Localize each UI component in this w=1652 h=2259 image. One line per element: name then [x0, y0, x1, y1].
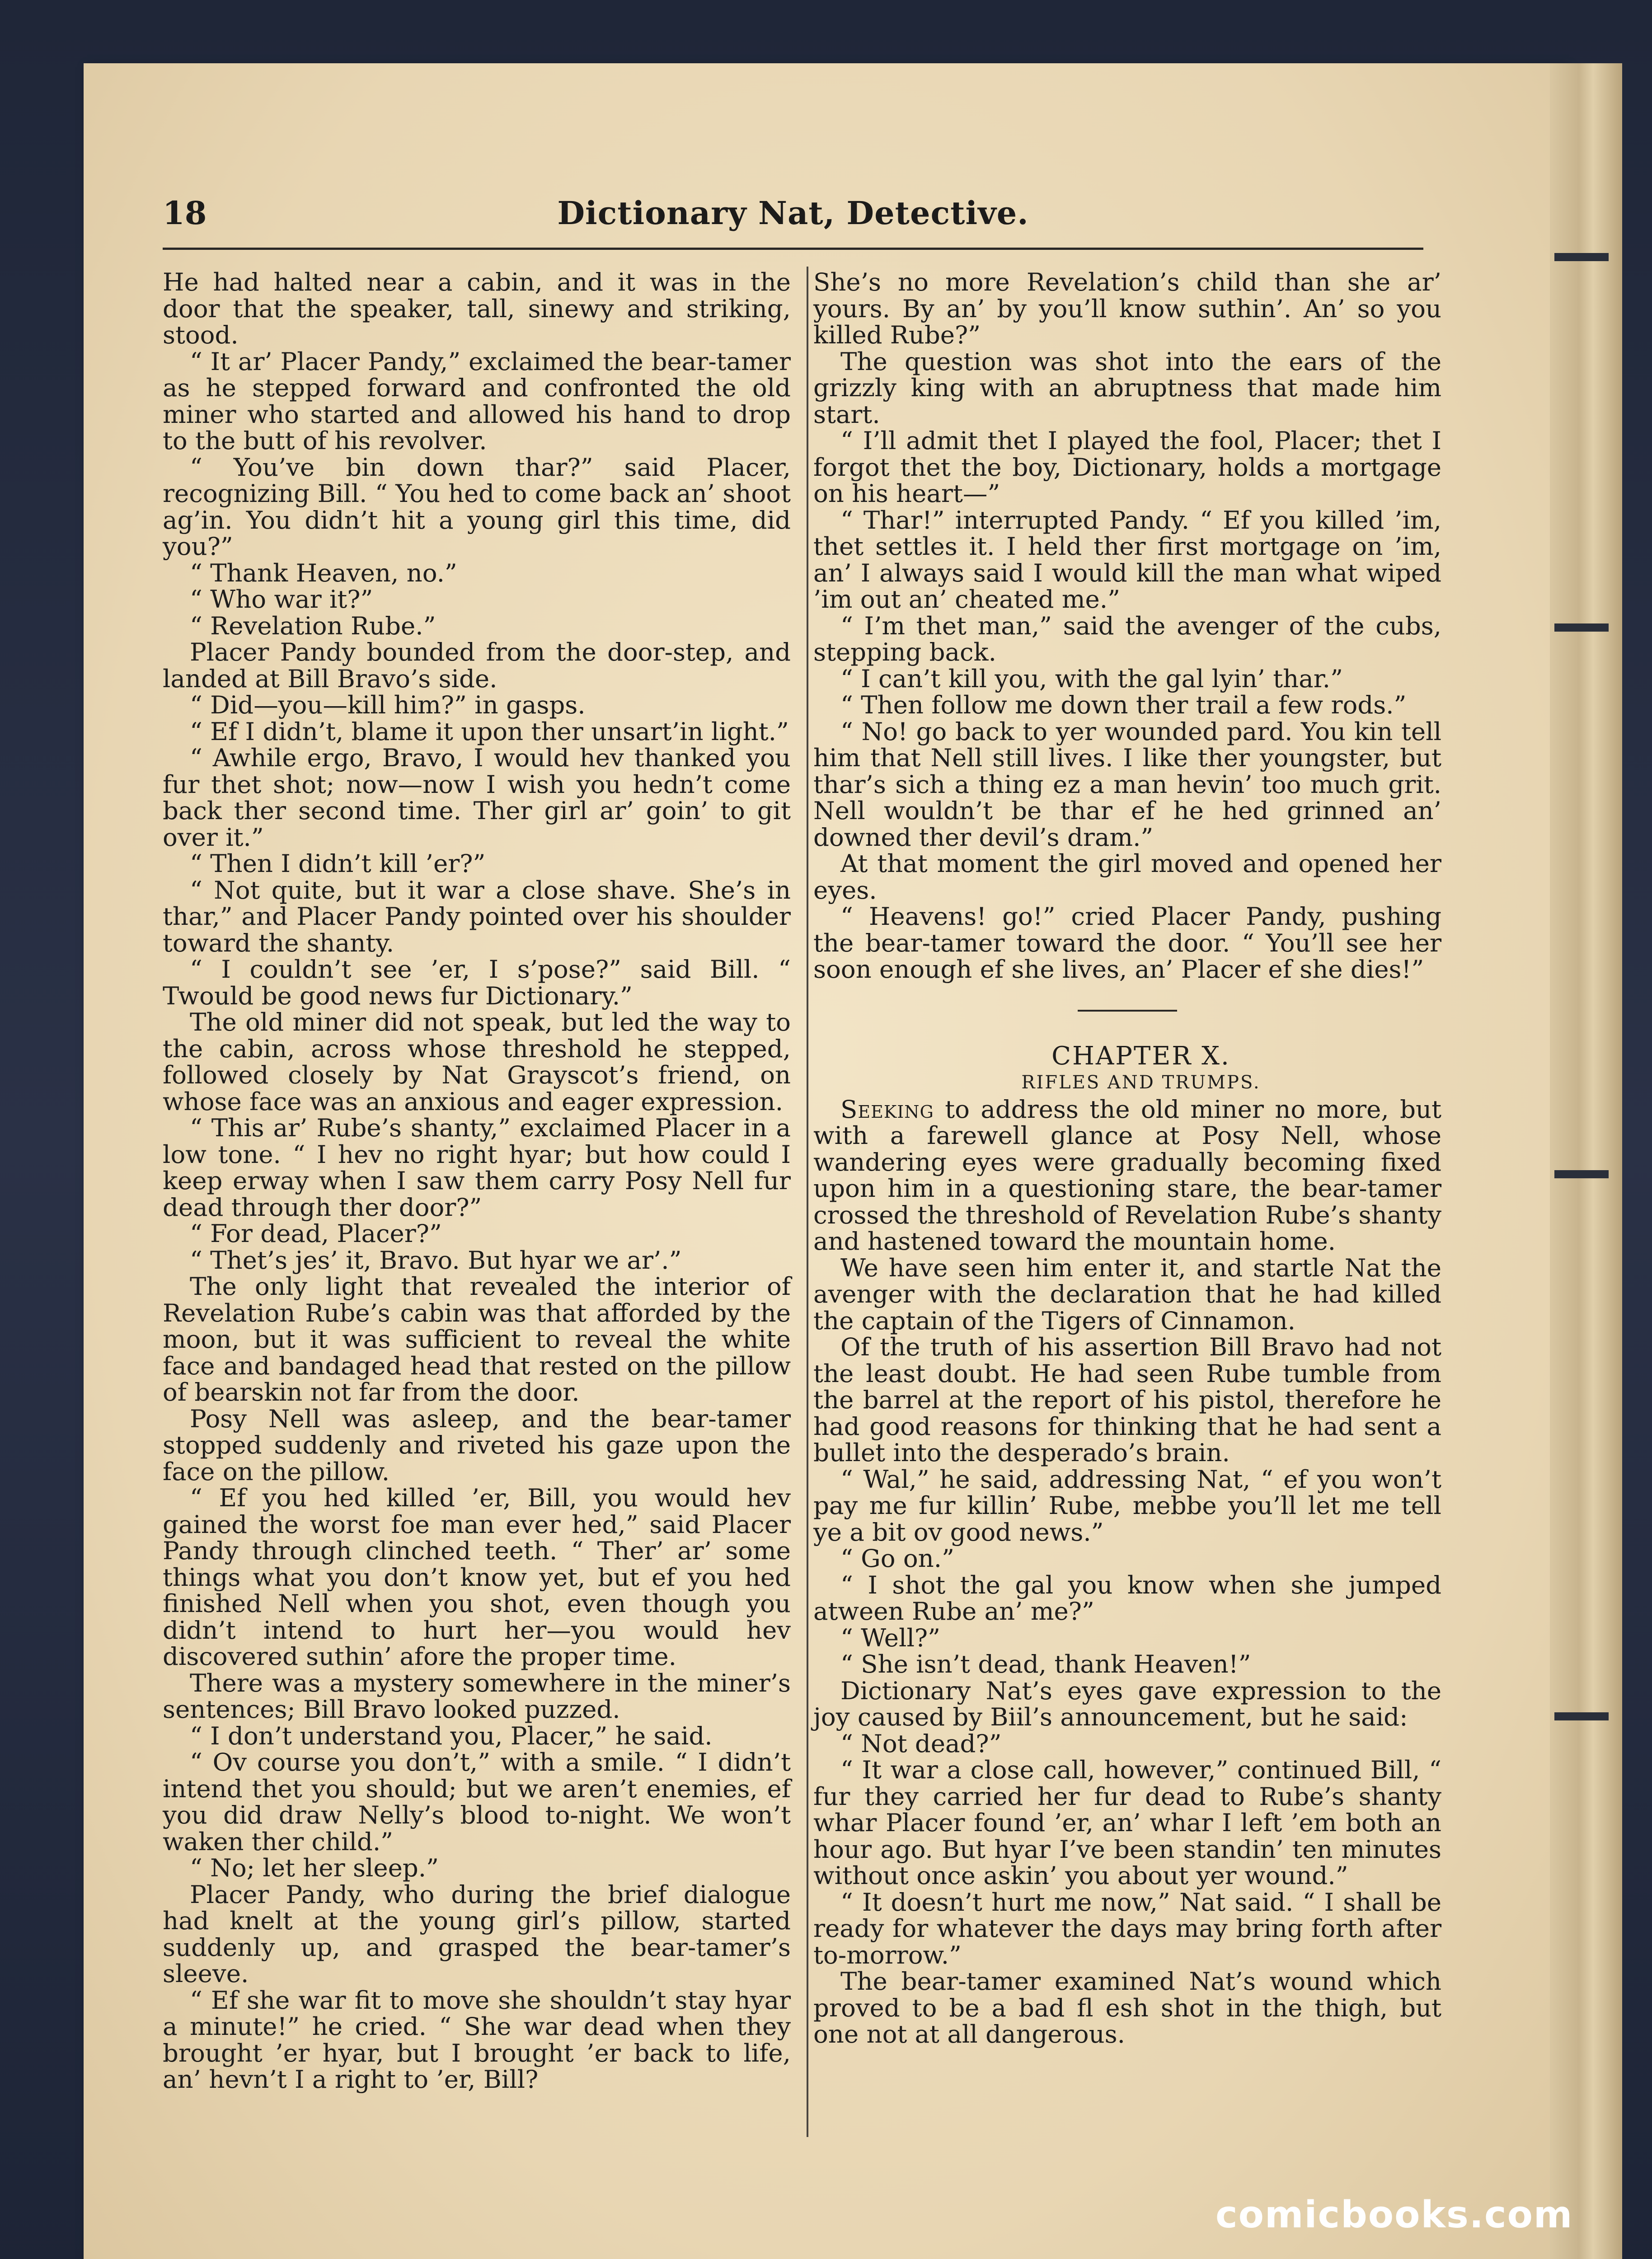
- binding-mark: [1554, 623, 1609, 632]
- header-rule: [163, 248, 1423, 250]
- paragraph: “ Go on.”: [840, 1544, 954, 1573]
- paragraph: Dictionary Nat’s eyes gave expression to the joy caused by Biil’s announcement, but he said:: [813, 1676, 1441, 1731]
- watermark: comicbooks.com: [1216, 2193, 1573, 2236]
- paragraph: She’s no more Revelation’s child than she ar’ yours. By an’ by you’ll know suthin’. An’ so you killed Rube?”: [813, 267, 1441, 349]
- chapter-first-word: Seeking: [840, 1094, 934, 1124]
- paragraph: “ No! go back to yer wounded pard. You kin tell him that Nell still lives. I like ther youngster, but thar’s sich a thing ez a man hevin’ too much grit. Nell wouldn’t be thar ef he hed grinned an’ downed ther devil’s dram.”: [813, 717, 1441, 852]
- paragraph: Placer Pandy bounded from the door-step, and landed at Bill Bravo’s side.: [163, 637, 791, 693]
- binding-mark: [1554, 1712, 1609, 1720]
- paragraph: “ Then I didn’t kill ’er?”: [190, 849, 486, 878]
- paragraph: “ No; let her sleep.”: [190, 1853, 439, 1882]
- column-divider: [807, 267, 808, 2137]
- paragraph: “ This ar’ Rube’s shanty,” exclaimed Placer in a low tone. “ I hev no right hyar; but how could I keep erway when I saw them carry Posy Nell fur dead through ther door?”: [163, 1113, 791, 1222]
- paragraph: “ Then follow me down ther trail a few rods.”: [840, 690, 1407, 719]
- paragraph: “ It war a close call, however,” continued Bill, “ fur they carried her fur dead to Rube’s shanty whar Placer found ’er, an’ whar I left ’em both an hour ago. But hyar I’ve been standin’ ten minutes without once askin’ you about yer wound.”: [813, 1755, 1441, 1890]
- right-column-bottom: [813, 1255, 1441, 2048]
- paragraph: “ I can’t kill you, with the gal lyin’ thar.”: [840, 664, 1343, 693]
- paragraph: We have seen him enter it, and startle Nat the avenger with the declaration that he had killed the captain of the Tigers of Cinnamon.: [813, 1253, 1441, 1335]
- paragraph: “ Thet’s jes’ it, Bravo. But hyar we ar’.”: [190, 1245, 682, 1275]
- paragraph: “ She isn’t dead, thank Heaven!”: [840, 1650, 1251, 1678]
- chapter-rule: [1078, 1010, 1177, 1012]
- page-header: [163, 194, 1423, 248]
- paragraph: “ It ar’ Placer Pandy,” exclaimed the bear-tamer as he stepped forward and confronted the old miner who started and allowed his hand to drop to the butt of his revolver.: [163, 347, 791, 455]
- right-column-top: [813, 269, 1441, 983]
- paragraph: “ Ef she war fit to move she shouldn’t stay hyar a minute!” he cried. “ She war dead when they brought ’er hyar, but I brought ’er back to life, an’ hevn’t I a right to ’er, Bill?: [163, 1985, 791, 2094]
- paragraph: “ I’m thet man,” said the avenger of the cubs, stepping back.: [813, 611, 1441, 666]
- binding-mark: [1554, 1170, 1609, 1178]
- page-number: 18: [163, 194, 207, 232]
- paragraph: “ It doesn’t hurt me now,” Nat said. “ I shall be ready for whatever the days may bring forth after to-morrow.”: [813, 1887, 1441, 1969]
- left-column: [163, 269, 791, 2093]
- paragraph: “ Thar!” interrupted Pandy. “ Ef you killed ’im, thet settles it. I held ther first mortgage on ’im, an’ I always said I would kill the man what wiped ’im out an’ cheated me.”: [813, 505, 1441, 614]
- paragraph: “ Well?”: [840, 1623, 940, 1652]
- paragraph: Of the truth of his assertion Bill Bravo had not the least doubt. He had seen Rube tumble from the barrel at the report of his pistol, therefore he had good reasons for thinking that he had sent a bullet into the desperado’s brain.: [813, 1332, 1441, 1467]
- chapter-opening-text: to address the old miner no more, but with a farewell glance at Posy Nell, whose wandering eyes were gradually becoming fixed upon him in a questioning stare, the bear-tamer crossed the threshold of Revelation Rube’s shanty and hastened toward the mountain home.: [813, 1094, 1441, 1256]
- paragraph: “ Ef I didn’t, blame it upon ther unsart’in light.”: [190, 717, 789, 746]
- paragraph: “ Revelation Rube.”: [190, 611, 436, 640]
- paragraph: The question was shot into the ears of the grizzly king with an abruptness that made him start.: [813, 347, 1441, 429]
- paragraph: There was a mystery somewhere in the miner’s sentences; Bill Bravo looked puzzed.: [163, 1668, 791, 1724]
- chapter-title: CHAPTER X.: [1051, 1041, 1230, 1071]
- paragraph: Placer Pandy, who during the brief dialogue had knelt at the young girl’s pillow, started suddenly up, and grasped the bear-tamer’s sleeve.: [163, 1879, 791, 1988]
- paragraph: “ For dead, Placer?”: [190, 1219, 442, 1248]
- paragraph: “ I couldn’t see ’er, I s’pose?” said Bill. “ Twould be good news fur Dictionary.”: [163, 955, 791, 1010]
- paragraph: “ You’ve bin down thar?” said Placer, recognizing Bill. “ You hed to come back an’ shoot ag’in. You didn’t hit a young girl this time, did you?”: [163, 452, 791, 561]
- paragraph: “ Ef you hed killed ’er, Bill, you would hev gained the worst foe man ever hed,” said Placer Pandy through clinched teeth. “ Ther’ ar’ some things what you don’t know yet, but ef you hed finished Nell when you shot, even though you didn’t intend to hurt her—you would hev discovered suthin’ afore the proper time.: [163, 1483, 791, 1671]
- page-edge: [1550, 63, 1622, 2259]
- chapter-subtitle: RIFLES AND TRUMPS.: [1021, 1072, 1261, 1093]
- paragraph: “ Not quite, but it war a close shave. She’s in thar,” and Placer Pandy pointed over his shoulder toward the shanty.: [163, 875, 791, 957]
- paragraph: The only light that revealed the interior of Revelation Rube’s cabin was that afforded by the moon, but it was sufficient to reveal the white face and bandaged head that rested on the pillow of bearskin not far from the door.: [163, 1272, 791, 1406]
- paragraph: At that moment the girl moved and opened her eyes.: [813, 849, 1441, 905]
- paragraph: Posy Nell was asleep, and the bear-tamer stopped suddenly and riveted his gaze upon the face on the pillow.: [163, 1404, 791, 1486]
- chapter-opening-paragraph: [813, 1096, 1441, 1255]
- paragraph: “ Did—you—kill him?” in gasps.: [190, 690, 586, 719]
- paragraph: “ I don’t understand you, Placer,” he said.: [190, 1721, 713, 1750]
- paragraph: “ Not dead?”: [840, 1729, 1002, 1758]
- paragraph: “ Thank Heaven, no.”: [190, 558, 457, 587]
- paragraph: “ Ov course you don’t,” with a smile. “ I didn’t intend thet you should; but we aren’t enemies, ef you did draw Nelly’s blood to-night. We won’t waken ther child.”: [163, 1748, 791, 1856]
- paragraph: “ Who war it?”: [190, 585, 373, 614]
- paragraph: “ Wal,” he said, addressing Nat, “ ef you won’t pay me fur killin’ Rube, mebbe you’ll let me tell ye a bit ov good news.”: [813, 1464, 1441, 1547]
- running-title: Dictionary Nat, Detective.: [557, 194, 1029, 232]
- paragraph: “ Awhile ergo, Bravo, I would hev thanked you fur thet shot; now—now I wish you hedn’t come back ther second time. Ther girl ar’ goin’ to git over it.”: [163, 743, 791, 852]
- paragraph: The bear-tamer examined Nat’s wound which proved to be a bad fl esh shot in the thigh, but one not at all dangerous.: [813, 1967, 1441, 2048]
- binding-mark: [1554, 253, 1609, 261]
- paragraph: “ Heavens! go!” cried Placer Pandy, pushing the bear-tamer toward the door. “ You’ll see her soon enough ef she lives, an’ Placer ef she dies!”: [813, 902, 1441, 984]
- paragraph: “ I’ll admit thet I played the fool, Placer; thet I forgot thet the boy, Dictionary, holds a mortgage on his heart—”: [813, 426, 1441, 508]
- paragraph: The old miner did not speak, but led the way to the cabin, across whose threshold he stepped, followed closely by Nat Grayscot’s friend, on whose face was an anxious and eager expression.: [163, 1008, 791, 1116]
- right-column: [813, 269, 1441, 2048]
- paragraph: “ I shot the gal you know when she jumped atween Rube an’ me?”: [813, 1570, 1441, 1626]
- paragraph: He had halted near a cabin, and it was in the door that the speaker, tall, sinewy and striking, stood.: [163, 267, 791, 349]
